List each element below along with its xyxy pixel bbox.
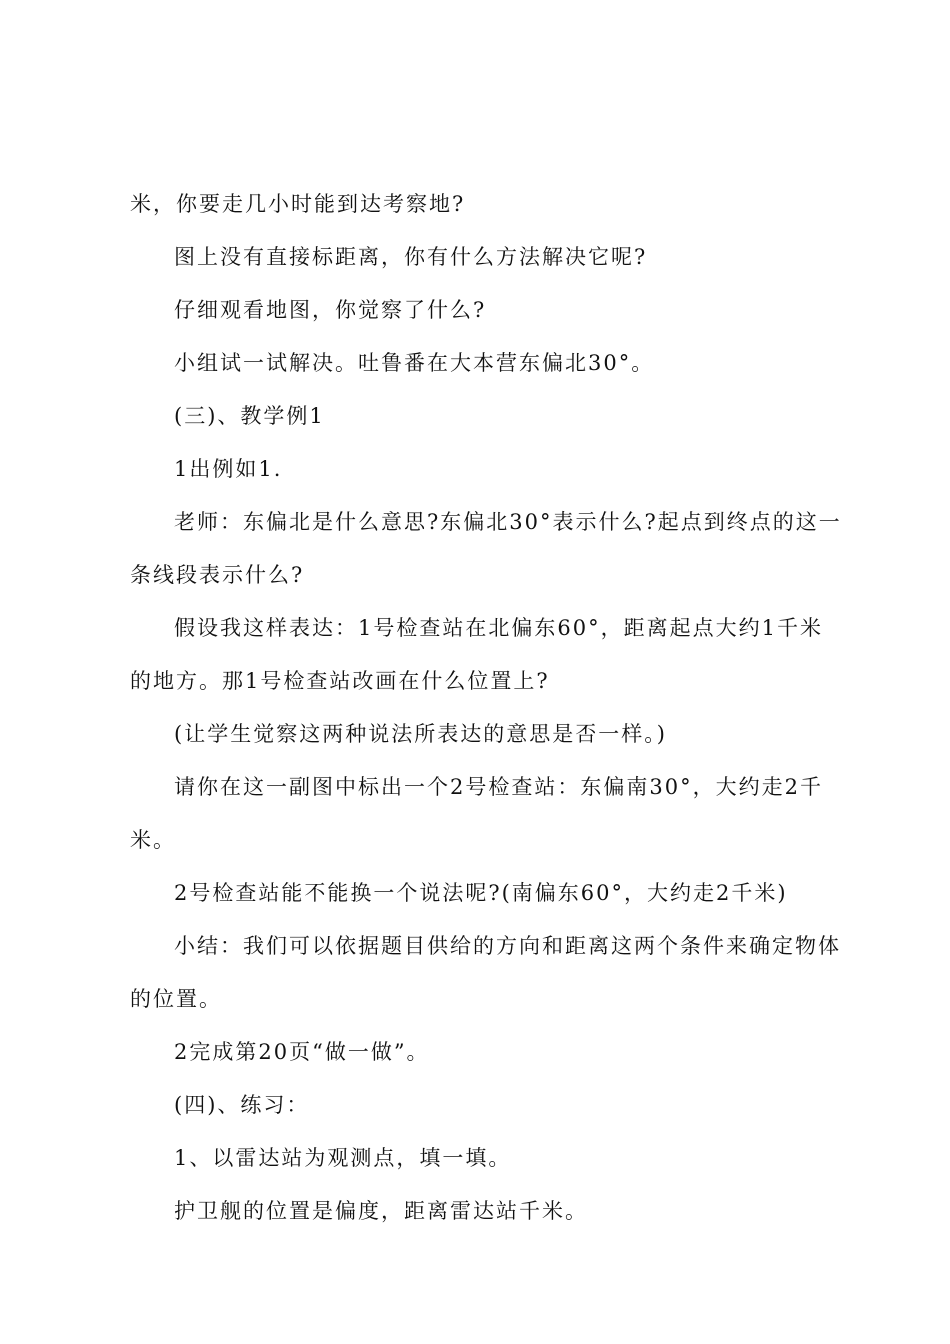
paragraph-line: 小组试一试解决。吐鲁番在大本营东偏北30°。 <box>174 351 655 375</box>
paragraph-line: 小结：我们可以依据题目供给的方向和距离这两个条件来确定物体 <box>174 934 841 958</box>
paragraph-line: 2号检查站能不能换一个说法呢?(南偏东60°，大约走2千米) <box>174 881 788 905</box>
paragraph-line: 米，你要走几小时能到达考察地? <box>130 192 466 216</box>
paragraph-line: 老师：东偏北是什么意思?东偏北30°表示什么?起点到终点的这一 <box>174 510 842 534</box>
paragraph-line: 护卫舰的位置是偏度，距离雷达站千米。 <box>174 1199 588 1223</box>
paragraph-line: 图上没有直接标距离，你有什么方法解决它呢? <box>174 245 648 269</box>
paragraph-line: 条线段表示什么? <box>130 563 305 587</box>
paragraph-line: 2完成第20页“做一做”。 <box>174 1040 430 1064</box>
paragraph-line: 假设我这样表达：1号检查站在北偏东60°，距离起点大约1千米 <box>174 616 823 640</box>
section-heading: (三)、教学例1 <box>174 404 325 428</box>
paragraph-line: 米。 <box>130 828 176 852</box>
paragraph-line: 的位置。 <box>130 987 222 1011</box>
section-heading: (四)、练习： <box>174 1093 310 1117</box>
paragraph-line: 的地方。那1号检查站改画在什么位置上? <box>130 669 550 693</box>
paragraph-line: 1出例如1. <box>174 457 283 481</box>
paragraph-line: 仔细观看地图，你觉察了什么? <box>174 298 487 322</box>
paragraph-line: 1、以雷达站为观测点，填一填。 <box>174 1146 512 1170</box>
paragraph-line: 请你在这一副图中标出一个2号检查站：东偏南30°，大约走2千 <box>174 775 823 799</box>
paragraph-line: (让学生觉察这两种说法所表达的意思是否一样。) <box>174 722 667 746</box>
document-body <box>130 186 842 1230</box>
